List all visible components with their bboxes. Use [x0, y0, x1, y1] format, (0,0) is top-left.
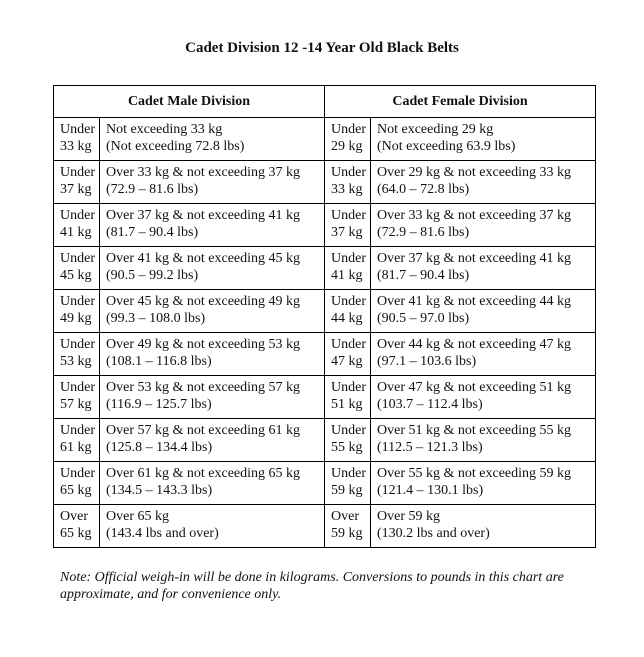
cell-line-primary: Over — [60, 509, 88, 524]
cell-line-primary: Over 45 kg & not exceeding 49 kg — [106, 294, 301, 309]
cell-line-primary: Over 37 kg & not exceeding 41 kg — [377, 251, 572, 266]
cell-line-secondary: 47 kg — [331, 354, 363, 369]
cell-line-primary: Under — [331, 208, 366, 223]
female-weight-range-cell — [371, 247, 596, 290]
female-weight-class-cell — [325, 247, 371, 290]
cell-line-secondary: (90.5 – 97.0 lbs) — [377, 311, 470, 326]
female-weight-range-cell — [371, 161, 596, 204]
cell-line-secondary: (81.7 – 90.4 lbs) — [377, 268, 470, 283]
table-row — [54, 204, 596, 247]
cell-line-secondary: 33 kg — [331, 182, 363, 197]
female-weight-class-cell — [325, 118, 371, 161]
cell-line-primary: Under — [60, 337, 95, 352]
cell-line-primary: Under — [331, 380, 366, 395]
female-weight-class-cell — [325, 290, 371, 333]
cell-line-secondary: (72.9 – 81.6 lbs) — [377, 225, 470, 240]
female-weight-class-cell — [325, 376, 371, 419]
male-weight-class-cell — [54, 118, 100, 161]
female-weight-range-cell — [371, 419, 596, 462]
table-row — [54, 419, 596, 462]
cell-line-secondary: (134.5 – 143.3 lbs) — [106, 483, 213, 498]
female-weight-range-cell — [371, 376, 596, 419]
cell-line-secondary: 65 kg — [60, 483, 92, 498]
cell-line-secondary: 61 kg — [60, 440, 92, 455]
table-row — [54, 333, 596, 376]
male-weight-range-cell — [100, 505, 325, 548]
cell-line-primary: Over 41 kg & not exceeding 44 kg — [377, 294, 572, 309]
male-weight-range-cell — [100, 118, 325, 161]
cell-line-secondary: (97.1 – 103.6 lbs) — [377, 354, 477, 369]
cell-line-primary: Under — [60, 380, 95, 395]
female-weight-class-cell — [325, 333, 371, 376]
female-weight-range-cell — [371, 333, 596, 376]
cell-line-secondary: 59 kg — [331, 526, 363, 541]
male-weight-class-cell — [54, 247, 100, 290]
male-weight-class-cell — [54, 204, 100, 247]
female-division-header: Cadet Female Division — [325, 86, 596, 118]
cell-line-primary: Over 65 kg — [106, 509, 169, 524]
cell-line-primary: Under — [60, 466, 95, 481]
cell-line-secondary: (108.1 – 116.8 lbs) — [106, 354, 212, 369]
cell-line-primary: Under — [60, 208, 95, 223]
cell-line-secondary: (143.4 lbs and over) — [106, 526, 219, 541]
male-weight-class-cell — [54, 290, 100, 333]
female-weight-range-cell — [371, 505, 596, 548]
cell-line-secondary: 37 kg — [60, 182, 92, 197]
male-weight-class-cell — [54, 505, 100, 548]
cell-line-secondary: (Not exceeding 72.8 lbs) — [106, 139, 245, 154]
cell-line-secondary: 49 kg — [60, 311, 92, 326]
cell-line-secondary: 41 kg — [60, 225, 92, 240]
male-weight-class-cell — [54, 161, 100, 204]
table-header-row — [54, 86, 596, 118]
cell-line-secondary: (116.9 – 125.7 lbs) — [106, 397, 212, 412]
table-row — [54, 376, 596, 419]
cell-line-secondary: 59 kg — [331, 483, 363, 498]
cell-line-secondary: (112.5 – 121.3 lbs) — [377, 440, 483, 455]
cell-line-primary: Over 51 kg & not exceeding 55 kg — [377, 423, 572, 438]
cell-line-secondary: 53 kg — [60, 354, 92, 369]
male-weight-range-cell — [100, 161, 325, 204]
cell-line-primary: Under — [331, 337, 366, 352]
cell-line-secondary: (103.7 – 112.4 lbs) — [377, 397, 483, 412]
cell-line-primary: Under — [60, 251, 95, 266]
male-weight-class-cell — [54, 462, 100, 505]
male-division-header: Cadet Male Division — [54, 86, 325, 118]
cell-line-primary: Under — [331, 251, 366, 266]
female-weight-range-cell — [371, 118, 596, 161]
male-weight-range-cell — [100, 290, 325, 333]
cell-line-secondary: 37 kg — [331, 225, 363, 240]
cell-line-secondary: (121.4 – 130.1 lbs) — [377, 483, 484, 498]
cell-line-secondary: (72.9 – 81.6 lbs) — [106, 182, 199, 197]
cell-line-primary: Over 41 kg & not exceeding 45 kg — [106, 251, 301, 266]
cell-line-primary: Under — [331, 294, 366, 309]
cell-line-secondary: (Not exceeding 63.9 lbs) — [377, 139, 516, 154]
female-weight-class-cell — [325, 204, 371, 247]
cell-line-primary: Under — [60, 294, 95, 309]
cell-line-primary: Over 29 kg & not exceeding 33 kg — [377, 165, 572, 180]
table-row — [54, 462, 596, 505]
cell-line-primary: Not exceeding 33 kg — [106, 122, 223, 137]
cell-line-primary: Over 61 kg & not exceeding 65 kg — [106, 466, 301, 481]
cell-line-primary: Over 55 kg & not exceeding 59 kg — [377, 466, 572, 481]
cell-line-primary: Over 59 kg — [377, 509, 440, 524]
cell-line-secondary: (90.5 – 99.2 lbs) — [106, 268, 199, 283]
cell-line-primary: Over 57 kg & not exceeding 61 kg — [106, 423, 301, 438]
cell-line-secondary: (64.0 – 72.8 lbs) — [377, 182, 470, 197]
male-weight-class-cell — [54, 419, 100, 462]
table-row — [54, 161, 596, 204]
cell-line-secondary: (130.2 lbs and over) — [377, 526, 490, 541]
male-weight-range-cell — [100, 419, 325, 462]
male-weight-class-cell — [54, 376, 100, 419]
male-weight-range-cell — [100, 376, 325, 419]
cell-line-primary: Not exceeding 29 kg — [377, 122, 494, 137]
cell-line-secondary: 51 kg — [331, 397, 363, 412]
cell-line-primary: Over 44 kg & not exceeding 47 kg — [377, 337, 572, 352]
cell-line-primary: Under — [331, 423, 366, 438]
cell-line-primary: Under — [331, 165, 366, 180]
cell-line-secondary: 65 kg — [60, 526, 92, 541]
table-row — [54, 290, 596, 333]
document-title: Cadet Division 12 -14 Year Old Black Belts — [185, 40, 459, 56]
cell-line-secondary: (125.8 – 134.4 lbs) — [106, 440, 213, 455]
cell-line-primary: Under — [60, 423, 95, 438]
male-weight-class-cell — [54, 333, 100, 376]
female-weight-class-cell — [325, 419, 371, 462]
cell-line-secondary: (99.3 – 108.0 lbs) — [106, 311, 206, 326]
cell-line-primary: Over 33 kg & not exceeding 37 kg — [106, 165, 301, 180]
cell-line-primary: Over 47 kg & not exceeding 51 kg — [377, 380, 572, 395]
cell-line-secondary: 44 kg — [331, 311, 363, 326]
footnote: Note: Official weigh-in will be done in kilograms. Conversions to pounds in this chart are approximate, and for convenience only. — [60, 570, 564, 602]
female-weight-class-cell — [325, 505, 371, 548]
cell-line-secondary: 41 kg — [331, 268, 363, 283]
cell-line-primary: Under — [331, 466, 366, 481]
female-weight-range-cell — [371, 290, 596, 333]
cell-line-secondary: 45 kg — [60, 268, 92, 283]
cell-line-secondary: 33 kg — [60, 139, 92, 154]
female-weight-class-cell — [325, 161, 371, 204]
cell-line-secondary: 55 kg — [331, 440, 363, 455]
cell-line-primary: Under — [60, 165, 95, 180]
cell-line-primary: Under — [60, 122, 95, 137]
male-weight-range-cell — [100, 462, 325, 505]
cell-line-primary: Over 53 kg & not exceeding 57 kg — [106, 380, 301, 395]
male-weight-range-cell — [100, 333, 325, 376]
cell-line-secondary: (81.7 – 90.4 lbs) — [106, 225, 199, 240]
table-row — [54, 118, 596, 161]
cell-line-secondary: 57 kg — [60, 397, 92, 412]
male-weight-range-cell — [100, 204, 325, 247]
table-row — [54, 247, 596, 290]
cell-line-primary: Over 33 kg & not exceeding 37 kg — [377, 208, 572, 223]
female-weight-class-cell — [325, 462, 371, 505]
female-weight-range-cell — [371, 204, 596, 247]
table-row — [54, 505, 596, 548]
cell-line-primary: Over 49 kg & not exceeding 53 kg — [106, 337, 301, 352]
weight-class-table — [53, 85, 596, 548]
cell-line-primary: Under — [331, 122, 366, 137]
cell-line-primary: Over 37 kg & not exceeding 41 kg — [106, 208, 301, 223]
male-weight-range-cell — [100, 247, 325, 290]
female-weight-range-cell — [371, 462, 596, 505]
cell-line-secondary: 29 kg — [331, 139, 363, 154]
cell-line-primary: Over — [331, 509, 359, 524]
